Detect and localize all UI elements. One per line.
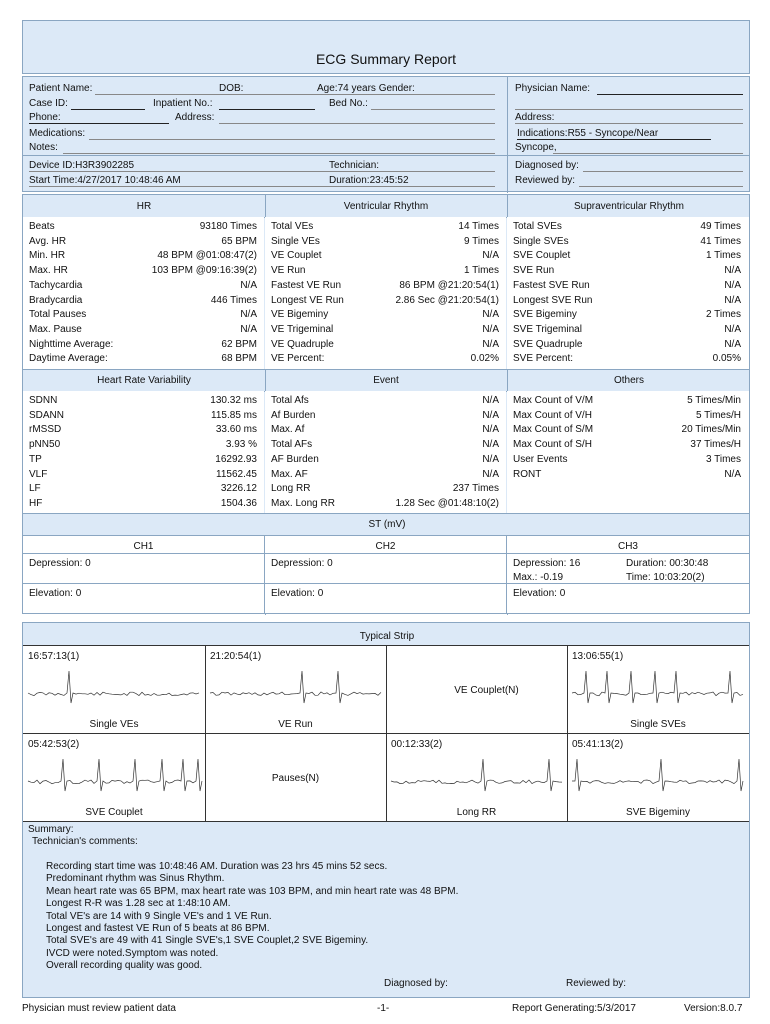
stat-row — [271, 423, 499, 437]
st-ch3-elevation: Elevation: 0 — [513, 588, 566, 599]
stat-value: N/A — [240, 323, 257, 335]
stat-row — [29, 264, 257, 278]
stat-value: 1504.36 — [220, 497, 257, 509]
stat-value: 3226.12 — [220, 483, 257, 495]
stat-label: Total Afs — [271, 395, 309, 406]
stat-row — [29, 249, 257, 263]
stat-row — [513, 294, 741, 308]
technician-comments: Technician's comments: — [32, 836, 138, 847]
technician-label: Technician: — [329, 160, 380, 171]
stat-label: Af Burden — [271, 409, 316, 421]
start-time: Start Time:4/27/2017 10:48:46 AM — [29, 175, 181, 186]
stat-row — [271, 497, 499, 511]
stat-value: 5 Times/H — [695, 409, 741, 421]
stat-label: Avg. HR — [29, 235, 67, 247]
ventricular-header: Ventricular Rhythm — [343, 201, 429, 212]
stat-row — [271, 235, 499, 249]
stat-label: RONT — [513, 468, 542, 480]
stat-row — [513, 409, 741, 423]
stat-row — [271, 409, 499, 423]
ecg-trace — [26, 663, 202, 713]
stat-value: 37 Times/H — [690, 439, 741, 451]
stat-value: N/A — [482, 323, 499, 335]
stat-row — [29, 497, 257, 511]
stat-value: 0.02% — [470, 353, 499, 365]
stat-label: VE Bigeminy — [271, 309, 329, 321]
stat-label: Max Count of V/H — [513, 409, 592, 421]
stat-value: 33.60 ms — [215, 424, 257, 436]
stat-label: TP — [29, 453, 42, 465]
stat-value: 5 Times/Min — [687, 395, 741, 406]
stat-row — [29, 338, 257, 352]
stat-value: N/A — [724, 265, 741, 277]
supraventricular-header: Supraventricular Rhythm — [573, 201, 685, 212]
stat-row — [513, 279, 741, 293]
stat-label: VE Quadruple — [271, 338, 334, 350]
stat-label: Total SVEs — [513, 221, 562, 232]
stat-label: pNN50 — [29, 439, 61, 451]
stat-row — [271, 308, 499, 322]
stat-row — [513, 438, 741, 452]
st-header: ST (mV) — [368, 519, 406, 530]
stat-row — [29, 394, 257, 408]
stat-value: 103 BPM @09:16:39(2) — [151, 265, 257, 277]
physician-address-label: Address: — [515, 112, 555, 123]
stat-label: Max Count of V/M — [513, 395, 594, 406]
page-number: -1- — [377, 1003, 390, 1014]
stat-value: 2 Times — [705, 309, 741, 321]
stat-row — [271, 468, 499, 482]
stat-row — [29, 453, 257, 467]
ecg-trace — [208, 663, 383, 713]
summary-line: Total SVE's are 49 with 41 Single SVE's,1 SVE Couplet,2 SVE Bigeminy. — [46, 935, 369, 947]
ecg-trace — [26, 751, 202, 801]
stat-row — [513, 308, 741, 322]
summary-line: Predominant rhythm was Sinus Rhythm. — [46, 873, 225, 885]
stat-value: 237 Times — [452, 483, 499, 495]
stat-label: VE Trigeminal — [271, 323, 334, 335]
stat-label: Single VEs — [271, 235, 320, 247]
st-ch1-name: CH1 — [133, 541, 154, 552]
stat-value: 446 Times — [210, 294, 257, 306]
strip-time: 21:20:54(1) — [210, 651, 262, 662]
stat-label: Daytime Average: — [29, 353, 108, 365]
stat-row — [271, 352, 499, 366]
stat-value: 11562.45 — [216, 468, 257, 480]
stat-value: N/A — [724, 294, 741, 306]
stat-value: 16292.93 — [215, 453, 257, 465]
stat-label: rMSSD — [29, 424, 62, 436]
stat-value: N/A — [482, 439, 499, 451]
stat-row — [271, 279, 499, 293]
st-ch3-max: Max.: -0.19 — [513, 572, 564, 583]
strip-time: 05:42:53(2) — [28, 739, 80, 750]
stat-value: 86 BPM @21:20:54(1) — [399, 279, 499, 291]
st-ch1-depression: Depression: 0 — [29, 558, 91, 569]
stat-row — [29, 235, 257, 249]
stat-label: HF — [29, 497, 43, 509]
device-id: Device ID:H3R3902285 — [29, 160, 135, 171]
stat-label: Total AFs — [271, 439, 313, 451]
phone-label: Phone: — [29, 112, 61, 123]
stat-label: Max. Af — [271, 424, 305, 436]
stat-value: N/A — [724, 338, 741, 350]
inpatient-label: Inpatient No.: — [153, 98, 213, 109]
stat-label: SVE Run — [513, 265, 555, 277]
stat-value: N/A — [482, 409, 499, 421]
duration: Duration:23:45:52 — [329, 175, 409, 186]
stat-value: N/A — [482, 468, 499, 480]
stat-value: 68 BPM — [221, 353, 257, 365]
summary-line: Mean heart rate was 65 BPM, max heart rate was 103 BPM, and min heart rate was 48 BPM. — [46, 885, 459, 897]
stat-row — [29, 468, 257, 482]
stat-row — [29, 308, 257, 322]
stat-label: Max. HR — [29, 265, 68, 277]
strip-caption: VE Run — [278, 719, 313, 730]
strip-time: 13:06:55(1) — [572, 651, 624, 662]
ecg-trace — [389, 751, 564, 801]
stat-value: 65 BPM — [221, 235, 257, 247]
st-ch3-depression: Depression: 16 — [513, 558, 581, 569]
footer-note: Physician must review patient data — [22, 1003, 176, 1014]
stat-label: VE Couplet — [271, 250, 322, 262]
title-panel — [22, 20, 750, 74]
stat-row — [29, 294, 257, 308]
strip-caption: Single SVEs — [630, 719, 686, 730]
stat-row — [513, 264, 741, 278]
stat-label: SVE Bigeminy — [513, 309, 577, 321]
stat-value: N/A — [482, 338, 499, 350]
version: Version:8.0.7 — [684, 1003, 743, 1014]
stat-label: Max Count of S/M — [513, 424, 594, 436]
stat-label: Max. AF — [271, 468, 308, 480]
stat-value: 1 Times — [463, 265, 499, 277]
stat-row — [271, 453, 499, 467]
summary-line: Overall recording quality was good. — [46, 960, 203, 972]
hrv-header: Heart Rate Variability — [97, 375, 191, 386]
stat-label: SVE Trigeminal — [513, 323, 582, 335]
stat-label: Max. Pause — [29, 323, 82, 335]
stat-value: N/A — [482, 453, 499, 465]
summary-reviewed-by: Reviewed by: — [566, 978, 627, 989]
stat-value: 14 Times — [458, 221, 499, 232]
strip-caption: SVE Bigeminy — [626, 807, 690, 818]
strip-caption: SVE Couplet — [85, 807, 143, 818]
stat-row — [271, 294, 499, 308]
stat-row — [271, 394, 499, 408]
stat-row — [29, 423, 257, 437]
bed-label: Bed No.: — [329, 98, 368, 109]
st-ch3-time: Time: 10:03:20(2) — [626, 572, 705, 583]
strip-center-label: VE Couplet(N) — [454, 685, 519, 696]
stat-value: 49 Times — [700, 221, 741, 232]
summary-diagnosed-by: Diagnosed by: — [384, 978, 448, 989]
stat-row — [513, 235, 741, 249]
summary-line: Recording start time was 10:48:46 AM. Duration was 23 hrs 45 mins 52 secs. — [46, 861, 388, 872]
stat-row — [513, 220, 741, 234]
stat-row — [271, 220, 499, 234]
stat-label: Fastest VE Run — [271, 279, 342, 291]
stat-value: N/A — [724, 279, 741, 291]
stat-label: Tachycardia — [29, 279, 83, 291]
ecg-trace — [570, 751, 746, 801]
stat-row — [513, 352, 741, 366]
stat-row — [513, 394, 741, 408]
patient-info-panel — [22, 76, 750, 192]
strip-caption: Single VEs — [89, 719, 139, 730]
event-header: Event — [373, 375, 399, 386]
stat-label: VLF — [29, 468, 48, 480]
stat-label: SDANN — [29, 409, 65, 421]
stat-row — [513, 249, 741, 263]
stat-value: N/A — [724, 468, 741, 480]
stat-label: Bradycardia — [29, 294, 83, 306]
physician-name-label: Physician Name: — [515, 83, 591, 94]
case-id-label: Case ID: — [29, 98, 68, 109]
stat-value: 1 Times — [705, 250, 741, 262]
stat-value: 9 Times — [463, 235, 499, 247]
diagnosed-by-label: Diagnosed by: — [515, 160, 579, 171]
notes-label: Notes: — [29, 142, 58, 153]
strip-time: 05:41:13(2) — [572, 739, 624, 750]
summary-line: Longest and fastest VE Run of 5 beats at 86 BPM. — [46, 923, 270, 934]
stat-label: Max Count of S/H — [513, 439, 592, 451]
stat-row — [271, 323, 499, 337]
stat-value: 1.28 Sec @01:48:10(2) — [395, 497, 499, 509]
stat-label: AF Burden — [271, 453, 319, 465]
stat-value: 48 BPM @01:08:47(2) — [157, 250, 257, 262]
st-ch1-elevation: Elevation: 0 — [29, 588, 82, 599]
stat-label: User Events — [513, 453, 568, 465]
address-label: Address: — [175, 112, 215, 123]
stat-row — [513, 453, 741, 467]
stat-row — [29, 438, 257, 452]
stat-label: Longest SVE Run — [513, 294, 593, 306]
summary-line: Longest R-R was 1.28 sec at 1:48:10 AM. — [46, 898, 231, 910]
stat-label: SVE Quadruple — [513, 338, 583, 350]
strip-caption: Long RR — [456, 807, 497, 818]
stat-label: Fastest SVE Run — [513, 279, 590, 291]
stat-label: Long RR — [271, 483, 311, 495]
stat-label: LF — [29, 483, 41, 495]
strip-center-label: Pauses(N) — [271, 773, 320, 784]
reviewed-by-label: Reviewed by: — [515, 175, 576, 186]
stat-value: 115.85 ms — [211, 409, 257, 421]
strip-header: Typical Strip — [359, 631, 415, 642]
indications: Indications:R55 - Syncope/Near — [517, 128, 659, 139]
stat-value: N/A — [240, 309, 257, 321]
stat-label: VE Percent: — [271, 353, 325, 365]
stat-row — [29, 323, 257, 337]
stat-label: SVE Couplet — [513, 250, 571, 262]
stat-row — [271, 438, 499, 452]
summary-line: Total VE's are 14 with 9 Single VE's and 1 VE Run. — [46, 910, 272, 922]
stat-value: 20 Times/Min — [681, 424, 741, 436]
report-generated: Report Generating:5/3/2017 — [512, 1003, 636, 1014]
stat-label: Total Pauses — [29, 309, 87, 321]
indications-cont: Syncope, — [515, 142, 557, 153]
stat-label: VE Run — [271, 265, 306, 277]
stat-label: Nighttime Average: — [29, 338, 114, 350]
st-ch2-name: CH2 — [375, 541, 396, 552]
stat-row — [513, 423, 741, 437]
ecg-trace — [570, 663, 746, 713]
strip-time: 16:57:13(1) — [28, 651, 80, 662]
stat-row — [29, 279, 257, 293]
stat-value: 3 Times — [705, 453, 741, 465]
summary-line: IVCD were noted.Symptom was noted. — [46, 947, 219, 959]
stat-row — [29, 409, 257, 423]
dob-label: DOB: — [219, 83, 244, 94]
stat-row — [271, 482, 499, 496]
stat-value: 41 Times — [700, 235, 741, 247]
stat-label: Single SVEs — [513, 235, 569, 247]
age-gender: Age:74 years Gender: — [317, 83, 415, 94]
stat-value: N/A — [482, 309, 499, 321]
stat-value: 0.05% — [712, 353, 741, 365]
st-ch3-name: CH3 — [617, 541, 638, 552]
stat-row — [29, 482, 257, 496]
stat-row — [513, 323, 741, 337]
stat-row — [271, 249, 499, 263]
stat-label: Longest VE Run — [271, 294, 344, 306]
st-ch3-duration: Duration: 00:30:48 — [626, 558, 709, 569]
stat-row — [29, 220, 257, 234]
stat-label: SDNN — [29, 395, 58, 406]
stat-row — [513, 338, 741, 352]
stat-label: SVE Percent: — [513, 353, 574, 365]
stat-value: 93180 Times — [199, 221, 257, 232]
stat-label: Max. Long RR — [271, 497, 335, 509]
stat-value: N/A — [482, 395, 499, 406]
others-header: Others — [613, 375, 644, 386]
st-ch2-elevation: Elevation: 0 — [271, 588, 324, 599]
stat-value: N/A — [482, 424, 499, 436]
st-ch2-depression: Depression: 0 — [271, 558, 333, 569]
stat-row — [271, 338, 499, 352]
report-title: ECG Summary Report — [315, 51, 457, 67]
stat-value: N/A — [482, 250, 499, 262]
summary-title: Summary: — [28, 824, 74, 835]
stat-label: Beats — [29, 221, 55, 232]
stat-value: 2.86 Sec @21:20:54(1) — [395, 294, 499, 306]
stat-value: 62 BPM — [221, 338, 257, 350]
stat-label: Total VEs — [271, 221, 314, 232]
strip-time: 00:12:33(2) — [391, 739, 443, 750]
patient-name-label: Patient Name: — [29, 83, 93, 94]
stat-value: 3.93 % — [225, 439, 257, 451]
stat-row — [271, 264, 499, 278]
medications-label: Medications: — [29, 128, 86, 139]
stat-row — [29, 352, 257, 366]
hr-header: HR — [136, 201, 152, 212]
stat-value: N/A — [240, 279, 257, 291]
stat-value: 130.32 ms — [210, 395, 257, 406]
stat-value: N/A — [724, 323, 741, 335]
stat-row — [513, 468, 741, 482]
stat-label: Min. HR — [29, 250, 66, 262]
